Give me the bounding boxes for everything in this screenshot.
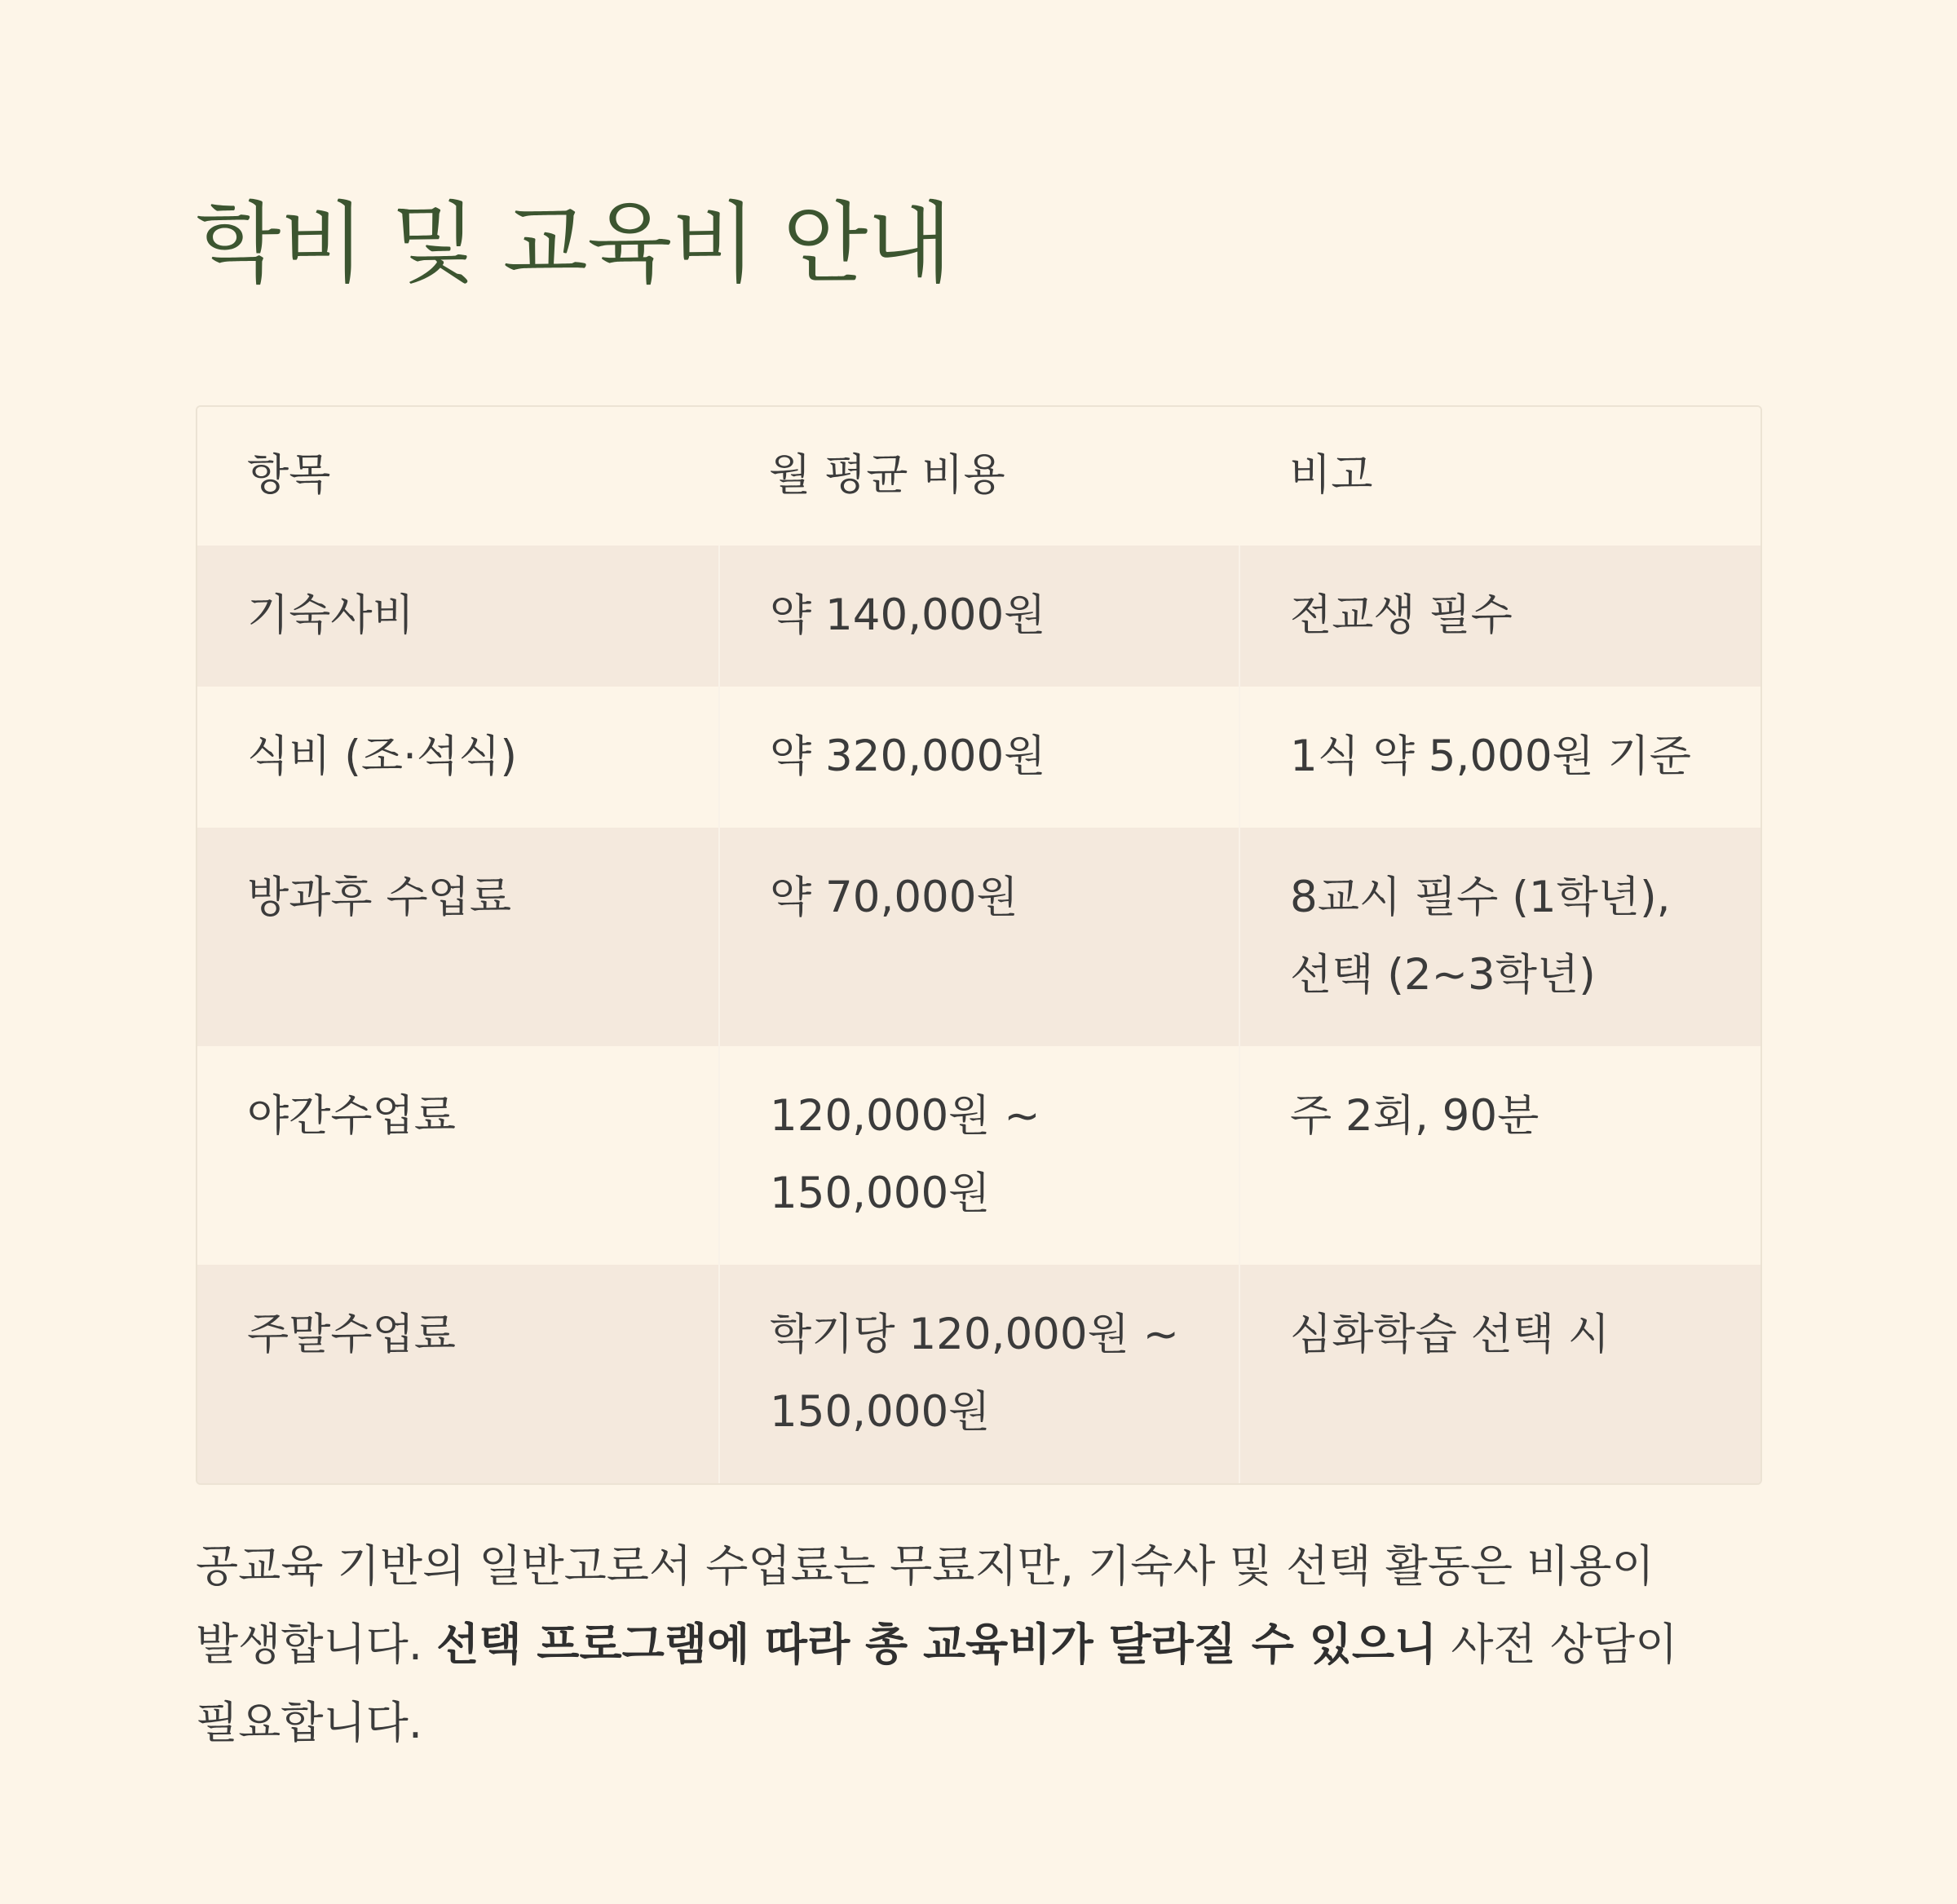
fee-footnote <box>196 1527 1765 1762</box>
cell-note: 8교시 필수 (1학년), 선택 (2~3학년) <box>1239 828 1760 1046</box>
fee-table-container <box>196 405 1762 1485</box>
footnote-text-end: 사전 상담이 필요합니다. <box>196 1619 1678 1748</box>
page-title: 학비 및 교육비 안내 <box>196 193 952 295</box>
cell-note: 심화학습 선택 시 <box>1239 1265 1760 1483</box>
table-row <box>197 687 1760 828</box>
table-row <box>197 828 1760 1046</box>
column-header-note: 비고 <box>1239 407 1760 546</box>
column-header-cost: 월 평균 비용 <box>719 407 1239 546</box>
cell-cost: 학기당 120,000원 ~ 150,000원 <box>719 1265 1239 1483</box>
cell-note: 전교생 필수 <box>1239 546 1760 687</box>
cell-item: 주말수업료 <box>247 1310 456 1359</box>
table-row <box>197 1046 1760 1265</box>
cell-item: 야간수업료 <box>247 1091 456 1141</box>
cell-item: 기숙사비 <box>247 590 414 640</box>
table-row <box>197 546 1760 687</box>
cell-item: 식비 (조·석식) <box>247 731 518 781</box>
cell-cost: 120,000원 ~ 150,000원 <box>719 1046 1239 1265</box>
table-row <box>197 1265 1760 1483</box>
cell-cost: 약 70,000원 <box>719 828 1239 1046</box>
table-header-row <box>197 407 1760 546</box>
cell-note: 주 2회, 90분 <box>1239 1046 1760 1265</box>
footnote-text: 공교육 기반의 일반고로서 수업료는 무료지만, 기숙사 및 선택 활동은 비용이 발생합니다. <box>196 1540 1654 1670</box>
cell-note: 1식 약 5,000원 기준 <box>1239 687 1760 828</box>
cell-cost: 약 140,000원 <box>719 546 1239 687</box>
fee-table <box>197 407 1760 1483</box>
cell-cost: 약 320,000원 <box>719 687 1239 828</box>
footnote-emphasis: 선택 프로그램에 따라 총 교육비가 달라질 수 있으니 <box>436 1619 1438 1670</box>
cell-item: 방과후 수업료 <box>247 872 512 922</box>
column-header-item: 항목 <box>197 407 719 546</box>
